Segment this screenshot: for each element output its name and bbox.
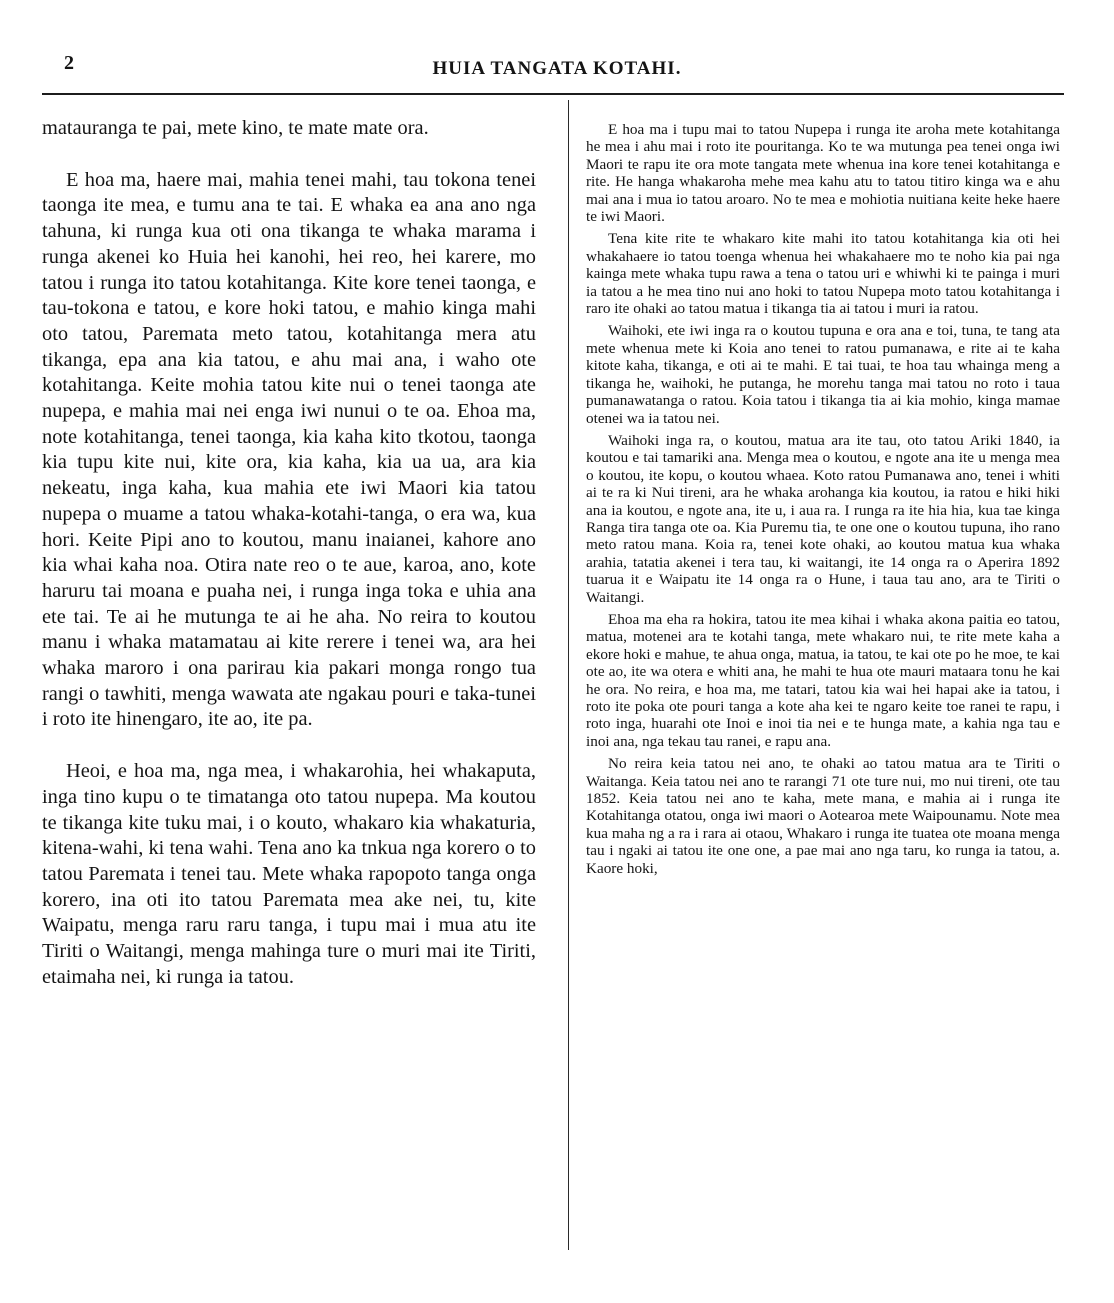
paragraph: Waihoki, ete iwi inga ra o koutou tupuna e ora ana e toi, tuna, te tang ata mete whenua mete ki Koia ano tenei to ratou pumanawa, e rite ai te kaha kitote kaha, tikanga, e oti ai te mahi. E tai tuai, te hoa tau whainga meng a tikanga he, waihoki, he putanga, he morehu tanga mai tatou no roto i taua pumanawatanga o ratou. Koia tatou i tikanga tia ai kia mohio, kinga mamae otenei wa ia tatou nei.: [586, 322, 1060, 427]
paragraph: Heoi, e hoa ma, nga mea, i whakarohia, hei whakaputa, inga tino kupu o te timatanga oto tatou nupepa. Ma koutou te tikanga kite tuku mai, i o kouto, whakaro kia whakaturia, kitena-wahi, ki tena wahi. Tena ano ka tnkua nga korero o to tatou Paremata i tenei tau. Mete whaka rapopoto tanga onga korero, ina oti ito tatou Paremata mea ake nei, tu, kite Waipatu, menga raru raru tanga, i tupu mai i mua atu ite Tiriti o Waitangi, menga mahinga ture o muri mai ite Tiriti, etaimaha nei, ki runga ia tatou.: [42, 760, 536, 988]
paragraph: E hoa ma, haere mai, mahia tenei mahi, tau tokona tenei taonga ite mea, e tumu ana te tai. E whaka ea ana ano nga tahuna, ki runga kua oti ona tikanga te whaka marama i runga akenei ko Huia hei kanohi, hei reo, hei karere, mo tatou i runga ito tatou kotahitanga. Kite kore tenei taonga, e tau-tokona e tatou, e kore hoki tatou, e mahio kinga mahi oto tatou, Paremata meto tatou, kotahitanga mera atu tikanga, epa ana kia tatou, e ahu mai ana, i waho ote kotahitanga. Keite mohia tatou kite nui o tenei taonga ate nupepa, e mahia mai nei enga iwi nunui o te oa. Ehoa ma, note kotahitanga, tenei taonga, kia kaha kito tkotou, taonga kia tupu kite nui, kite ora, kia kaha, kia ua ua, ara kia nekeatu, inga kaha, kua mahia ete iwi Maori kia tatou nupepa o muame a tatou whaka-kotahi-tanga, o era wa, kua hori. Keite Pipi ano to koutou, manu inaianei, kahore ano kia whai kaha noa. Otira nate reo o te aue, karoa, ano, kote haruru tai moana e puaha nei, i runga inga toka e uhia ana ete tai. Te ai he mutunga te ai he aha. No reira to koutou manu i whaka matamatau ai kite rerere i tenei wa, ara hei whaka maroro i ona parirau kia pakari monga rongo tua rangi o tawhiti, menga wawata ate ngakau pouri e taka-tunei i roto ite hinengaro, ite ao, ite pa.: [42, 168, 536, 731]
paragraph: Tena kite rite te whakaro kite mahi ito tatou kotahitanga kia oti hei whakahaere io tatou toenga whenua hei whakahaere mo te noho kia pai nga kainga mete whaka tupu rawa a tena o tatou uri e whiwhi ki te painga i muri ia tatou a he mea tino nui ano hoki to tatou Nupepa moto tatou kotahitanga i raro ite ohaki ao tatou matua i tikanga tia ai tatou i muri ia ratou.: [586, 230, 1060, 318]
running-title: HUIA TANGATA KOTAHI.: [432, 58, 682, 79]
paragraph: No reira keia tatou nei ano, te ohaki ao tatou matua ara te Tiriti o Waitanga. Keia tatou nei ano te rarangi 71 ote ture nui, mo nui tireni, ote tau 1852. Keia tatou nei ano te kaha, mete mana, e mahia ai i runga ite Kotahitanga otatou, onga iwi maori o Aotearoa mete Waipounamu. Note mea kua maha ng a ra i rara ai otaou, Whakaro i runga ite tuatea ote moana menga tau i ngaki ai tatou ite one one, a pae mai ano nga taru, ko runga ia tatou, a. Kaore hoki,: [586, 755, 1060, 877]
paragraph: matauranga te pai, mete kino, te mate mate ora.: [42, 117, 429, 139]
header-rule: [42, 93, 1064, 95]
left-column: [42, 116, 536, 991]
paragraph: E hoa ma i tupu mai to tatou Nupepa i runga ite aroha mete kotahitanga he mea i ahu mai i roto ite pouritanga. Ko te wa mutunga pea tenei onga iwi Maori te rapu ite ora mote tangata mete whenua ina kore tenei kotahitanga e rite. He hanga whakaroha mehe mea kahu atu to tatou titiro kinga wa e ahu mai ana i mua io tatou aroaro. No te mea e mohiotia nuitiana keite heke haere te iwi Maori.: [586, 121, 1060, 226]
paragraph: Waihoki inga ra, o koutou, matua ara ite tau, oto tatou Ariki 1840, ia koutou e tai tamariki ana. Menga mea o koutou, e ngote ana ite u menga mea o koutou, ite kopu, o koutou whaea. Koto ratou Pumanawa ano, tenei i whiti ai te ra ki Nui tireni, ara he whaka arohanga kia koutou, ia ratou e hiki hiki ana ia koutou, e ngote ana, ite u, i aua ra. I runga ra ite hia hia, kua tae kinga Ranga tira tanga ote oa. Kia Puremu tia, te one one o koutou tupuna, iho rano meto ratou mana. Koia ra, tenei kote ohaki, ao koutou matua kua whaka arahia, tatatia akenei i tera tau, ki waitangi, ite 14 onga ra o Aperira 1892 tuarua it e Waipatu ite 14 onga ra o Hune, i taua tau ano, ara te Tiriti o Waitangi.: [586, 431, 1060, 606]
right-column: [586, 121, 1060, 882]
page-number: 2: [64, 52, 74, 74]
paragraph: Ehoa ma eha ra hokira, tatou ite mea kihai i whaka akona paitia eo tatou, matua, motenei ara te kotahi tanga, mete whakaro nui, te rite mete kaha a ekore hoki e mahue, te ahua onga, matua, ia tatou, te kai ote po he moe, te kai ote ao, ite wa otera e whiti ana, he mahi te hua ote mauri mataara tonu he kai he ora. No reira, e hoa ma, me tatari, tatou kia wai hei hapai ake ia tatou, i roto ite poka ote pouri tanga a kote aha kei te ngaro keite toe ranei te rapu, i roto inga, huarahi ote Inoi e inoi tia nei e te hunga mate, a kahia nga tau e inoi ana, nga tekau tau ranei, e rapu ana.: [586, 610, 1060, 750]
column-divider: [568, 100, 569, 1250]
